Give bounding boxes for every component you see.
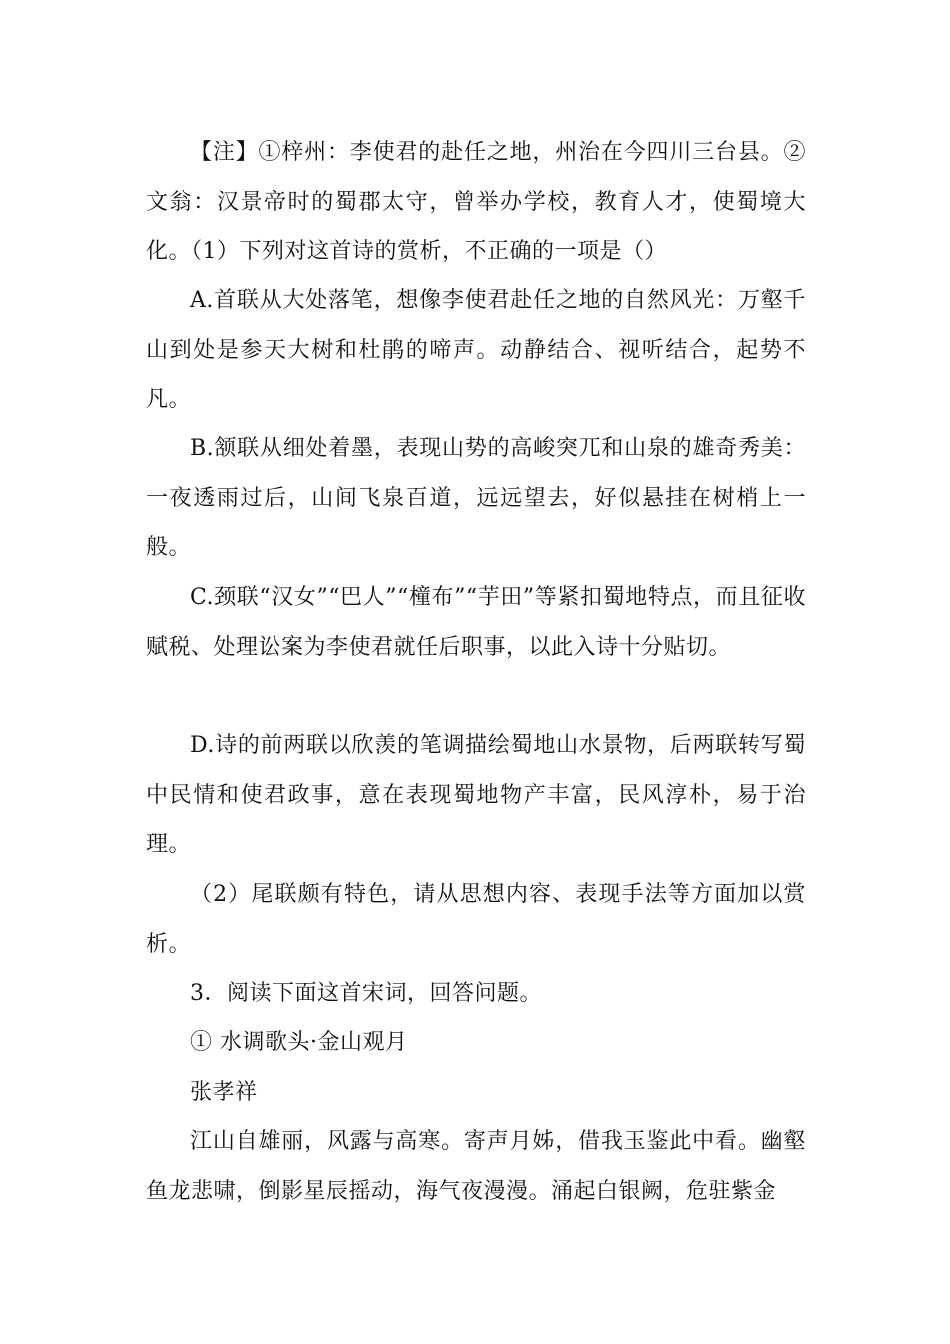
option-b-paragraph: B.颔联从细处着墨，表现山势的高峻突兀和山泉的雄奇秀美：一夜透雨过后，山间飞泉百道，远远望去，好似悬挂在树梢上一般。 [146, 436, 806, 560]
poem-body: 江山自雄丽，风露与高寒。寄声月姊，借我玉鉴此中看。幽壑鱼龙悲啸，倒影星辰摇动，海气夜漫漫。涌起白银阙，危驻紫金 [146, 1129, 806, 1204]
option-d-paragraph: D.诗的前两联以欣羡的笔调描绘蜀地山水景物，后两联转写蜀中民情和使君政事，意在表现蜀地物产丰富，民风淳朴，易于治理。 [146, 733, 806, 857]
question-3-heading: 3．阅读下面这首宋词，回答问题。 [190, 981, 542, 1006]
question-2-paragraph: （2）尾联颇有特色，请从思想内容、表现手法等方面加以赏析。 [146, 882, 806, 957]
poem-author: 张孝祥 [190, 1080, 258, 1105]
poem-title: ① 水调歌头·金山观月 [190, 1030, 408, 1055]
annotation-paragraph: 【注】①梓州：李使君的赴任之地，州治在今四川三台县。②文翁：汉景帝时的蜀郡太守，曾举办学校，教育人才，使蜀境大化。（1）下列对这首诗的赏析，不正确的一项是（） [146, 140, 806, 264]
option-a-paragraph: A.首联从大处落笔，想像李使君赴任之地的自然风光：万壑千山到处是参天大树和杜鹃的啼声。动静结合、视听结合，起势不凡。 [146, 288, 806, 412]
option-c-paragraph: C.颈联“汉女”“巴人”“橦布”“芋田”等紧扣蜀地特点，而且征收赋税、处理讼案为李使君就任后职事，以此入诗十分贴切。 [146, 585, 806, 660]
